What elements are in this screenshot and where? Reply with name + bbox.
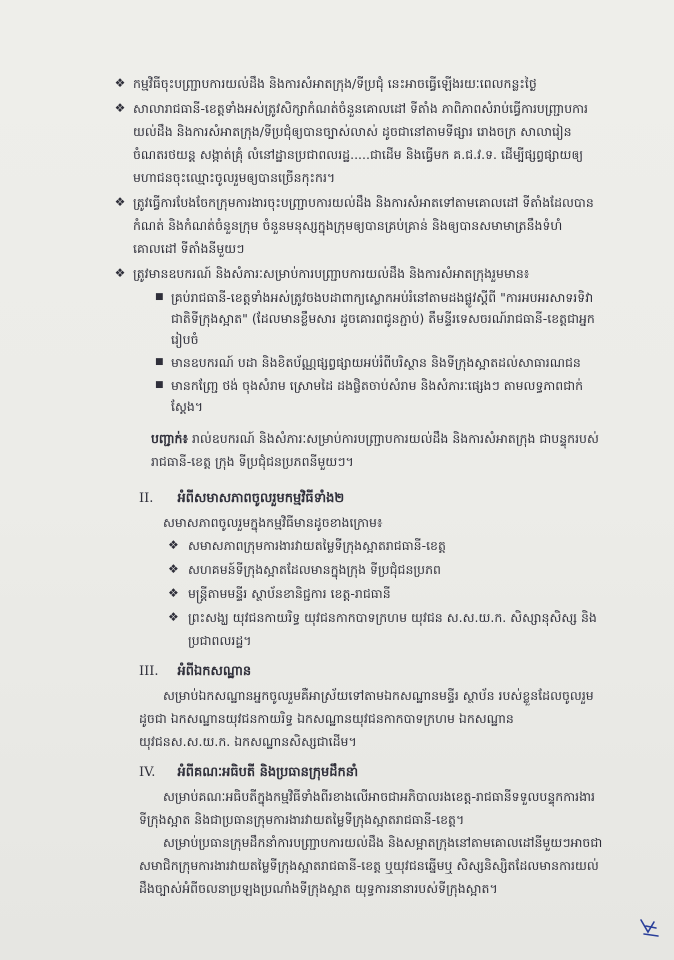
list-item-text: កម្មវិធីចុះបញ្ជ្រាបការយល់ដឹង និងការសំអាតក្រុង/ទីប្រជុំ នេះអាចធ្វើឡើងរយៈពេលកន្លះថ្ងៃ [133,76,537,91]
list-item [114,262,603,285]
list-item [114,72,603,95]
section-heading [139,761,674,785]
diamond-bullet-icon: ❖ [114,195,126,209]
list-item [114,191,603,260]
section-intro: សមាសភាពចូលរួមក្នុងកម្មវិធីមានដូចខាងក្រោម៖ [163,515,383,530]
section-title: អំពីសមាសភាពចូលរួមកម្មវិធីទាំង២ [177,491,345,506]
sub-list-item [155,287,603,350]
sub-list-item-text: គ្រប់រាជធានី-ខេត្តទាំងអស់ត្រូវចងបដាពាក្យស្លោកអប់រំនៅតាមដងផ្លូវស្តីពី "ការអបអរសាទរទិវាជាតិទីក្រុងស្អាត" (ដែលមានខ្លឹមសារ ដូចគោរពជូនភ្ជាប់) តឹមន្ទីរទេសចរណ៍រាជធានី-ខេត្តជាអ្នករៀបចំ [171,290,595,347]
list-item-text: ព្រះសង្ឃ យុវជនកាយរិទ្ធ យុវជនកាកបាទក្រហម យុវជន ស.ស.យ.ក. សិស្សានុសិស្ស និងប្រជាពលរដ្ឋ។ [188,610,597,648]
list-item [168,582,603,605]
list-item [168,606,603,652]
diamond-bullet-icon: ❖ [168,538,179,552]
diamond-bullet-icon: ❖ [168,562,179,576]
list-item-text: មន្ត្រីតាមមន្ទីរ ស្ថាប័នខានិជ្ជការ ខេត្ត-រាជធានី [188,586,391,601]
diamond-bullet-icon: ❖ [114,76,126,90]
document-body [0,72,674,900]
list-item [114,97,603,189]
sub-list-item [155,375,603,417]
sub-list-item-text: មានកញ្ជ្រែ ថង់ ចុងសំរាម ស្រោមដៃ ដងផ្លិតចាប់សំរាម និងសំភារៈផ្សេងៗ តាមលទ្ធភាពជាក់ស្តែង។ [171,378,584,414]
section-paragraph: សម្រាប់ប្រធានក្រុមដឹកនាំការបញ្ជ្រាបការយល់ដឹង និងសម្អាតក្រុងនៅតាមគោលដៅនីមួយៗអាចជាសមាជិកក្រុមការងារវាយតម្លៃទីក្រុងស្អាតរាជធានី-ខេត្ត ឬយុវជនឆ្នើមឬ សិស្សនិស្សិតដែលមានការយល់ដឹងច្បាស់អំពីចលនាប្រឡងប្រណាំងទីក្រុងស្អាត យុទ្ធការនានារបស់ទីក្រុងស្អាត។ [139,835,603,896]
section-paragraph: សម្រាប់ឯកសណ្ឋានអ្នកចូលរួមគឺអាស្រ័យទៅតាមឯកសណ្ឋានមន្ទីរ ស្ថាប័ន របស់ខ្លួនដែលចូលរួម ដូចជា ឯកសណ្ឋានយុវជនកាយរិទ្ធ ឯកសណ្ឋានយុវជនកាកបាទក្រហម ឯកសណ្ឋានយុវជនស.ស.យ.ក. ឯកសណ្ឋានសិស្សជាដើម។ [139,688,594,749]
square-bullet-icon: ■ [155,292,164,302]
section-heading [139,660,674,684]
list-item-text: សមាសភាពក្រុមការងារវាយតម្លៃទីក្រុងស្អាតរាជធានី-ខេត្ត [188,538,446,553]
note-label: បញ្ជាក់៖ [151,431,188,446]
note-paragraph [151,427,603,473]
list-item-text: ត្រូវធ្វើការបែងចែកក្រុមការងារចុះបញ្ជ្រាបការយល់ដឹង និងការសំអាតទៅតាមគោលដៅ ទីតាំងដែលបានកំណត់ និងកំណត់ចំនួនក្រុម ចំនួនមនុស្សក្នុងក្រុមឲ្យបានគ្រប់គ្រាន់ និងឲ្យបានសមាមាត្រនឹងទំហំគោលដៅ ទីតាំងនីមួយៗ [133,195,594,256]
section-number: IV. [139,765,156,780]
section-title: អំពីគណៈអធិបតី និងប្រធានក្រុមដឹកនាំ [177,765,359,780]
diamond-bullet-icon: ❖ [114,266,126,280]
section-title: អំពីឯកសណ្ឋាន [177,664,252,679]
diamond-bullet-icon: ❖ [168,586,179,600]
list-item [168,558,603,581]
square-bullet-icon: ■ [155,357,164,367]
note-text: រាល់ឧបករណ៍ និងសំភារៈសម្រាប់ការបញ្ជ្រាបការយល់ដឹង និងការសំអាតក្រុង ជាបន្ទុករបស់រាជធានី-ខេត្ត ក្រុង ទីប្រជុំជនប្រភពនីមួយៗ។ [151,431,599,469]
section-number: III. [139,664,159,679]
sub-list-item [155,352,603,373]
initial-signature-icon [636,914,662,940]
square-bullet-icon: ■ [155,380,164,390]
list-item-text: សហគមន៍ទីក្រុងស្អាតដែលមានក្នុងក្រុង ទីប្រជុំជនប្រភព [188,562,441,577]
section-heading [139,487,674,511]
list-item-text: ត្រូវមានឧបករណ៍ និងសំភារៈសម្រាប់ការបញ្ជ្រាបការយល់ដឹង និងការសំអាតក្រុងរួមមាន៖ [133,266,530,281]
sub-list-item-text: មានឧបករណ៍ បដា និងខិតប័ណ្ណផ្សព្វផ្សាយអប់រំពីបរិស្ថាន និងទីក្រុងស្អាតដល់សាធារណជន [171,355,581,370]
section-paragraph: សម្រាប់គណៈអធិបតីក្នុងកម្មវិធីទាំងពីរខាងលើអាចជាអភិបាលរងខេត្ត-រាជធានីទទួលបន្ទុកការងារទីក្រុងស្អាត និងជាប្រធានក្រុមការងារវាយតម្លៃទីក្រុងស្អាតរាជធានី-ខេត្ត។ [139,789,595,827]
list-item-text: សាលារាជធានី-ខេត្តទាំងអស់ត្រូវសិក្សាកំណត់ចំនួនគោលដៅ ទីតាំង ភាពិភាពសំរាប់ធ្វើការបញ្ជ្រាបការយល់ដឹង និងការសំអាតក្រុង/ទីប្រជុំឲ្យបានច្បាស់លាស់ ដូចជានៅតាមទីផ្សារ រោងចក្រ សាលារៀន ចំណតរថយន្ត សង្កាត់គ្រុំ លំនៅដ្ឋានប្រជាពលរដ្ឋ.....ជាដើម និងធ្វើមក គ.ជ.វ.ទ. ដើម្បីផ្សព្វផ្សាយឲ្យមហាជនចុះឈ្មោះចូលរួមឲ្យបានច្រើនកុះករ។ [133,101,589,185]
diamond-bullet-icon: ❖ [114,101,126,115]
section-number: II. [139,491,154,506]
list-item [168,534,603,557]
diamond-bullet-icon: ❖ [168,610,179,624]
